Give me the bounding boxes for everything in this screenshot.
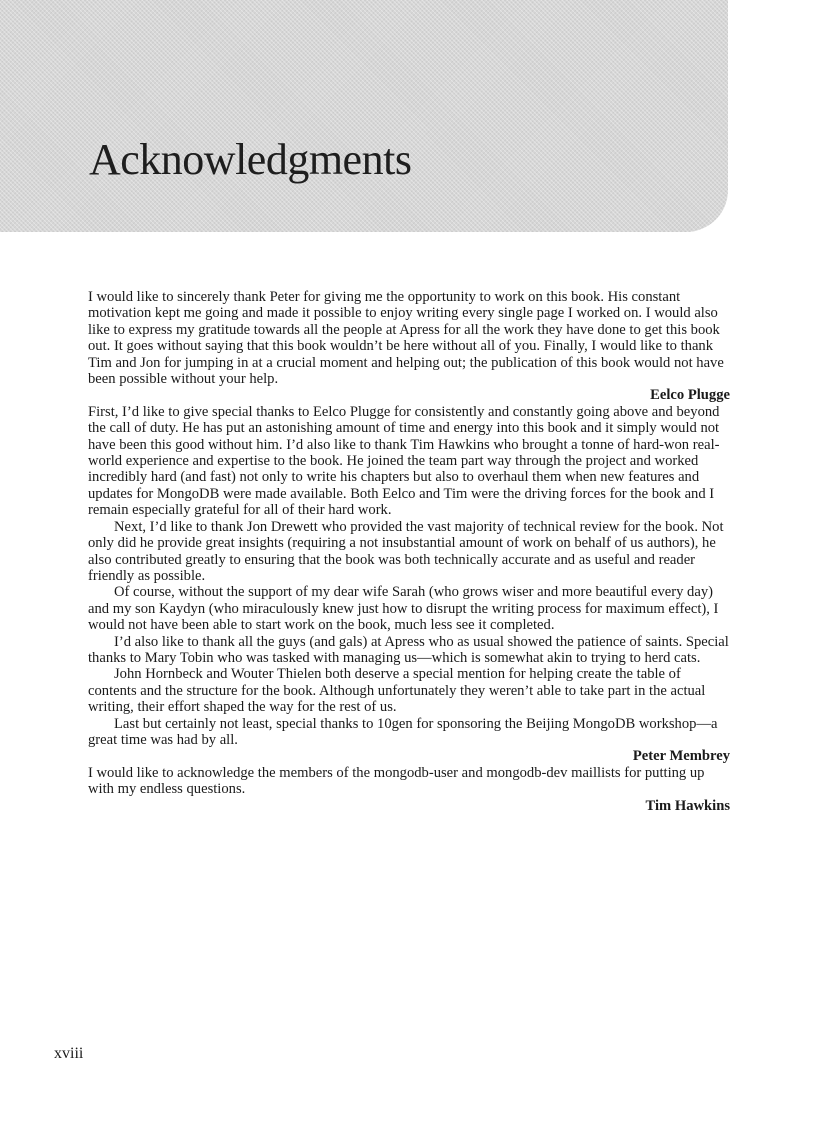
paragraph: I’d also like to thank all the guys (and gals) at Apress who as usual showed the patience of saints. Special thanks to Mary Tobin who was tasked with managing us—which is somewhat akin to trying to herd cats. xyxy=(88,633,729,666)
paragraph: Last but certainly not least, special thanks to 10gen for sponsoring the Beijing MongoDB workshop—a great time was had by all. xyxy=(88,715,718,748)
paragraph: First, I’d like to give special thanks to Eelco Plugge for consistently and constantly going above and beyond the call of duty. He has put an astonishing amount of time and energy into this book and it simply would not have been this good without him. I’d also like to thank Tim Hawkins who brought a tonne of hard-won real-world experience and expertise to the book. He joined the team part way through the project and worked incredibly hard (and fast) not only to write his chapters but also to overhaul them when new features and updates for MongoDB were made available. Both Eelco and Tim were the driving forces for the book and I remain especially grateful for all of their hard work. xyxy=(88,403,720,519)
signature-eelco-plugge: Eelco Plugge xyxy=(650,387,730,404)
page-number: xviii xyxy=(54,1045,84,1062)
paragraph: Of course, without the support of my dear wife Sarah (who grows wiser and more beautiful every day) and my son Kaydyn (who miraculously knew just how to disrupt the writing process for maximum effect), I would not have been able to start work on the book, much less see it completed. xyxy=(88,584,719,634)
chapter-title: Acknowledgments xyxy=(89,135,412,184)
signature-peter-membrey: Peter Membrey xyxy=(632,748,730,765)
paragraph: John Hornbeck and Wouter Thielen both deserve a special mention for helping create the table of contents and the structure for the book. Although unfortunately they weren’t able to take part in the actual writing, their effort shaped the way for the rest of us. xyxy=(88,666,706,716)
paragraph: I would like to sincerely thank Peter for giving me the opportunity to work on this book. His constant motivation kept me going and made it possible to enjoy writing every single page I worked on. I would also like to express my gratitude towards all the people at Apress for all the work they have done to get this book out. It goes without saying that this book wouldn’t be here without all of you. Finally, I would like to thank Tim and Jon for jumping in at a crucial moment and helping out; the publication of this book would not have been possible without your help. xyxy=(88,289,724,388)
paragraph: Next, I’d like to thank Jon Drewett who provided the vast majority of technical review for the book. Not only did he provide great insights (requiring a not insubstantial amount of work on behalf of us authors), he also contributed greatly to ensuring that the book was both technically accurate and as useful and reader friendly as possible. xyxy=(88,518,724,584)
chapter-header-band xyxy=(0,0,728,232)
acknowledgments-body xyxy=(88,289,730,814)
paragraph: I would like to acknowledge the members of the mongodb-user and mongodb-dev maillists for putting up with my endless questions. xyxy=(88,764,705,798)
signature-tim-hawkins: Tim Hawkins xyxy=(645,797,730,814)
